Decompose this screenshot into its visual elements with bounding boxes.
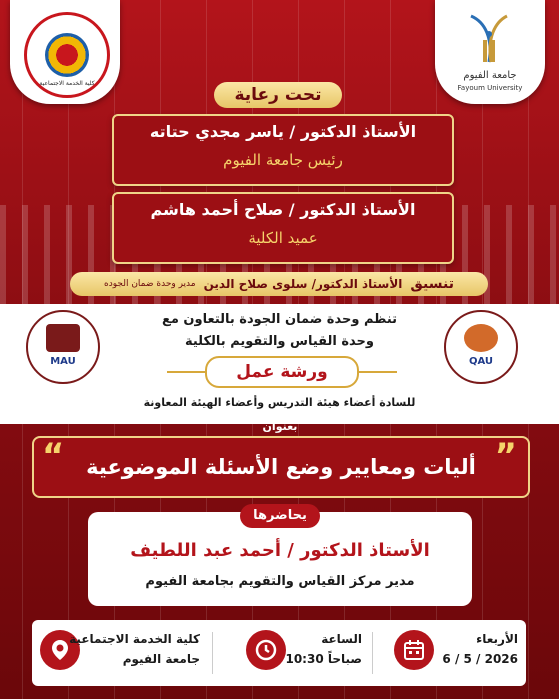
- mau-badge: [26, 310, 100, 384]
- faculty-emblem: [24, 12, 110, 98]
- coordinator-name: الأستاذ الدكتور/ سلوى صلاح الدين: [203, 277, 403, 291]
- patron-name: الأستاذ الدكتور / ياسر مجدي حتاته: [149, 122, 417, 141]
- place-line-1: كلية الخدمة الاجتماعية: [69, 632, 200, 646]
- globe-icon: [45, 33, 89, 77]
- workshop-label: ورشة عمل: [205, 356, 359, 388]
- divider: [372, 632, 373, 674]
- info-date: [384, 626, 518, 680]
- university-emblem-icon: [465, 12, 513, 68]
- speaker-role: مدير مركز القياس والتقويم بجامعة الفيوم: [145, 574, 415, 589]
- organizer-line-1: تنظم وحدة ضمان الجودة بالتعاون مع: [161, 312, 398, 327]
- speaker-card: [88, 508, 472, 606]
- event-date: 6 / 5 / 2026: [442, 652, 518, 666]
- coordination-label: تنسيق: [410, 276, 454, 292]
- clock-icon: [246, 630, 286, 670]
- patronage-title: تحت رعاية: [214, 82, 342, 108]
- divider: [212, 632, 213, 674]
- coordinator-role: مدير وحدة ضمان الجوده: [104, 279, 196, 289]
- info-place: [40, 626, 200, 680]
- time-label: الساعة: [321, 632, 362, 646]
- speaker-name: الأستاذ الدكتور / أحمد عبد اللطيف: [130, 540, 430, 561]
- patron-name: الأستاذ الدكتور / صلاح أحمد هاشم: [150, 200, 416, 219]
- coordination-bar: [70, 272, 488, 296]
- event-info-bar: [32, 620, 526, 686]
- faculty-caption: كلية الخدمة الاجتماعية: [39, 80, 95, 87]
- quote-close-icon: ”: [494, 436, 517, 476]
- patron-role: عميد الكلية: [248, 229, 318, 247]
- qau-label: QAU: [468, 356, 494, 367]
- audience-text: للسادة أعضاء هيئة التدريس وأعضاء الهيئة المعاونة: [143, 396, 416, 409]
- place-line-2: جامعة الفيوم: [122, 652, 200, 666]
- university-logo: [435, 0, 545, 104]
- organizer-line-2: وحدة القياس والتقويم بالكلية: [184, 334, 375, 349]
- patron-card-1: [112, 114, 454, 186]
- faculty-logo: [10, 0, 120, 104]
- workshop-topic: أليات ومعايير وضع الأسئلة الموضوعية: [32, 436, 530, 498]
- patron-role: رئيس جامعة الفيوم: [223, 151, 343, 169]
- mau-emblem-icon: [46, 324, 80, 352]
- patron-card-2: [112, 192, 454, 264]
- quote-open-icon: “: [42, 436, 65, 476]
- event-day: الأربعاء: [476, 632, 518, 646]
- topic-intro: بعنوان: [262, 420, 298, 433]
- university-name-en: Fayoum University: [457, 84, 523, 92]
- university-name-ar: جامعة الفيوم: [463, 70, 517, 81]
- speaker-tag: يحاضرها: [240, 504, 320, 528]
- qau-badge: [444, 310, 518, 384]
- calendar-icon: [394, 630, 434, 670]
- qau-emblem-icon: [464, 324, 498, 352]
- mau-label: MAU: [50, 356, 76, 367]
- info-time: [232, 626, 372, 680]
- time-value: 10:30 صباحاً: [285, 652, 362, 666]
